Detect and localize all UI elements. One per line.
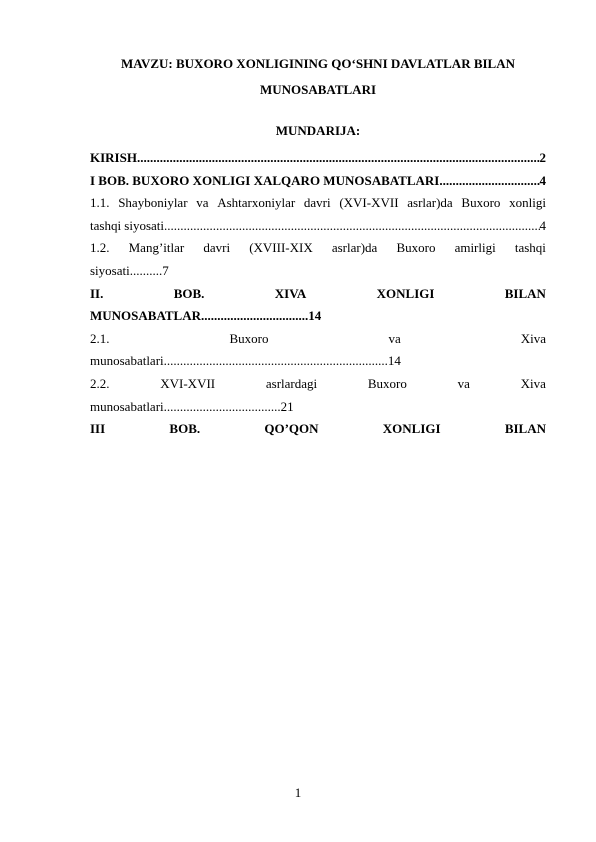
toc-word: (XVI-XVII (339, 195, 399, 211)
toc-word: Ashtarxoniylar (217, 195, 296, 211)
toc-word: XVI-XVII (160, 375, 216, 391)
dot-leader: .................................... (163, 398, 281, 414)
toc-word: 1.1. (90, 195, 110, 211)
table-of-contents (90, 147, 546, 441)
toc-entry-bob3[interactable] (90, 418, 546, 441)
toc-word: Xiva (520, 375, 546, 391)
toc-word: BILAN (504, 421, 546, 437)
toc-entry-label: MUNOSABATLAR (90, 308, 201, 324)
dot-leader (137, 147, 540, 170)
toc-word: 2.2. (90, 375, 110, 391)
toc-word: Buxoro (461, 195, 501, 211)
toc-heading: MUNDARIJA: (275, 123, 361, 138)
toc-entry-section-1-2[interactable] (90, 237, 546, 282)
toc-word: III (90, 421, 106, 437)
toc-word: va (457, 375, 470, 391)
toc-word: davri (203, 240, 231, 256)
dot-leader: ................................. (201, 308, 309, 324)
toc-word: asrlar)da (331, 240, 378, 256)
toc-word: asrlar)da (407, 195, 453, 211)
toc-entry-bob2[interactable] (90, 283, 546, 328)
toc-entry-kirish[interactable] (90, 147, 546, 170)
toc-page-number: 14 (387, 353, 401, 369)
toc-word: 2.1. (90, 330, 110, 346)
toc-entry-label: munosabatlari (90, 398, 164, 414)
toc-entry-label: KIRISH (90, 150, 137, 165)
toc-word: XONLIGI (382, 421, 441, 437)
toc-entry-section-2-2[interactable] (90, 373, 546, 418)
toc-word: Buxoro (396, 240, 436, 256)
toc-page-number: 21 (280, 398, 294, 414)
toc-word: tashqi (514, 240, 546, 256)
toc-word: BOB. (173, 285, 205, 301)
toc-page-number: 7 (162, 262, 169, 278)
toc-word: BILAN (504, 285, 546, 301)
title-line-1: MAVZU: BUXORO XONLIGINING QO‘SHNI DAVLATLAR BILAN (120, 56, 516, 71)
toc-page-number: 4 (539, 217, 546, 233)
toc-word: XIVA (274, 285, 307, 301)
toc-entry-label: munosabatlari (90, 353, 164, 369)
toc-word: va (196, 195, 209, 211)
toc-page-number: 14 (308, 308, 322, 324)
toc-word: QO’QON (264, 421, 319, 437)
document-title (90, 51, 546, 103)
toc-word: BOB. (169, 421, 201, 437)
toc-entry-bob1[interactable] (90, 170, 546, 193)
toc-word: va (388, 330, 401, 346)
toc-word: Xiva (520, 330, 546, 346)
toc-word: Mang’itlar (128, 240, 185, 256)
toc-entry-section-1-1[interactable] (90, 192, 546, 237)
toc-page-number: 2 (539, 150, 546, 165)
toc-word: xonligi (509, 195, 546, 211)
dot-leader: .......... (129, 262, 163, 278)
toc-word: Buxoro (367, 375, 407, 391)
toc-entry-section-2-1[interactable] (90, 328, 546, 373)
toc-word: Shayboniylar (118, 195, 188, 211)
toc-word: Buxoro (229, 330, 269, 346)
toc-word: XONLIGI (376, 285, 435, 301)
dot-leader: ..................................................................... (163, 353, 388, 369)
toc-word: 1.2. (90, 240, 110, 256)
page-number: 1 (294, 785, 302, 800)
toc-word: amirligi (454, 240, 496, 256)
toc-entry-label: tashqi siyosati (90, 217, 165, 233)
toc-word: asrlardagi (265, 375, 318, 391)
toc-page-number: 4 (539, 172, 546, 188)
toc-entry-label: siyosati (90, 262, 130, 278)
toc-word: II. (90, 285, 104, 301)
dot-leader (439, 170, 539, 193)
toc-word: davri (303, 195, 331, 211)
title-line-2: MUNOSABATLARI (259, 82, 377, 97)
dot-leader (164, 215, 539, 238)
toc-entry-label: I BOB. BUXORO XONLIGI XALQARO MUNOSABATLARI (90, 172, 440, 188)
toc-word: (XVIII-XIX (249, 240, 313, 256)
